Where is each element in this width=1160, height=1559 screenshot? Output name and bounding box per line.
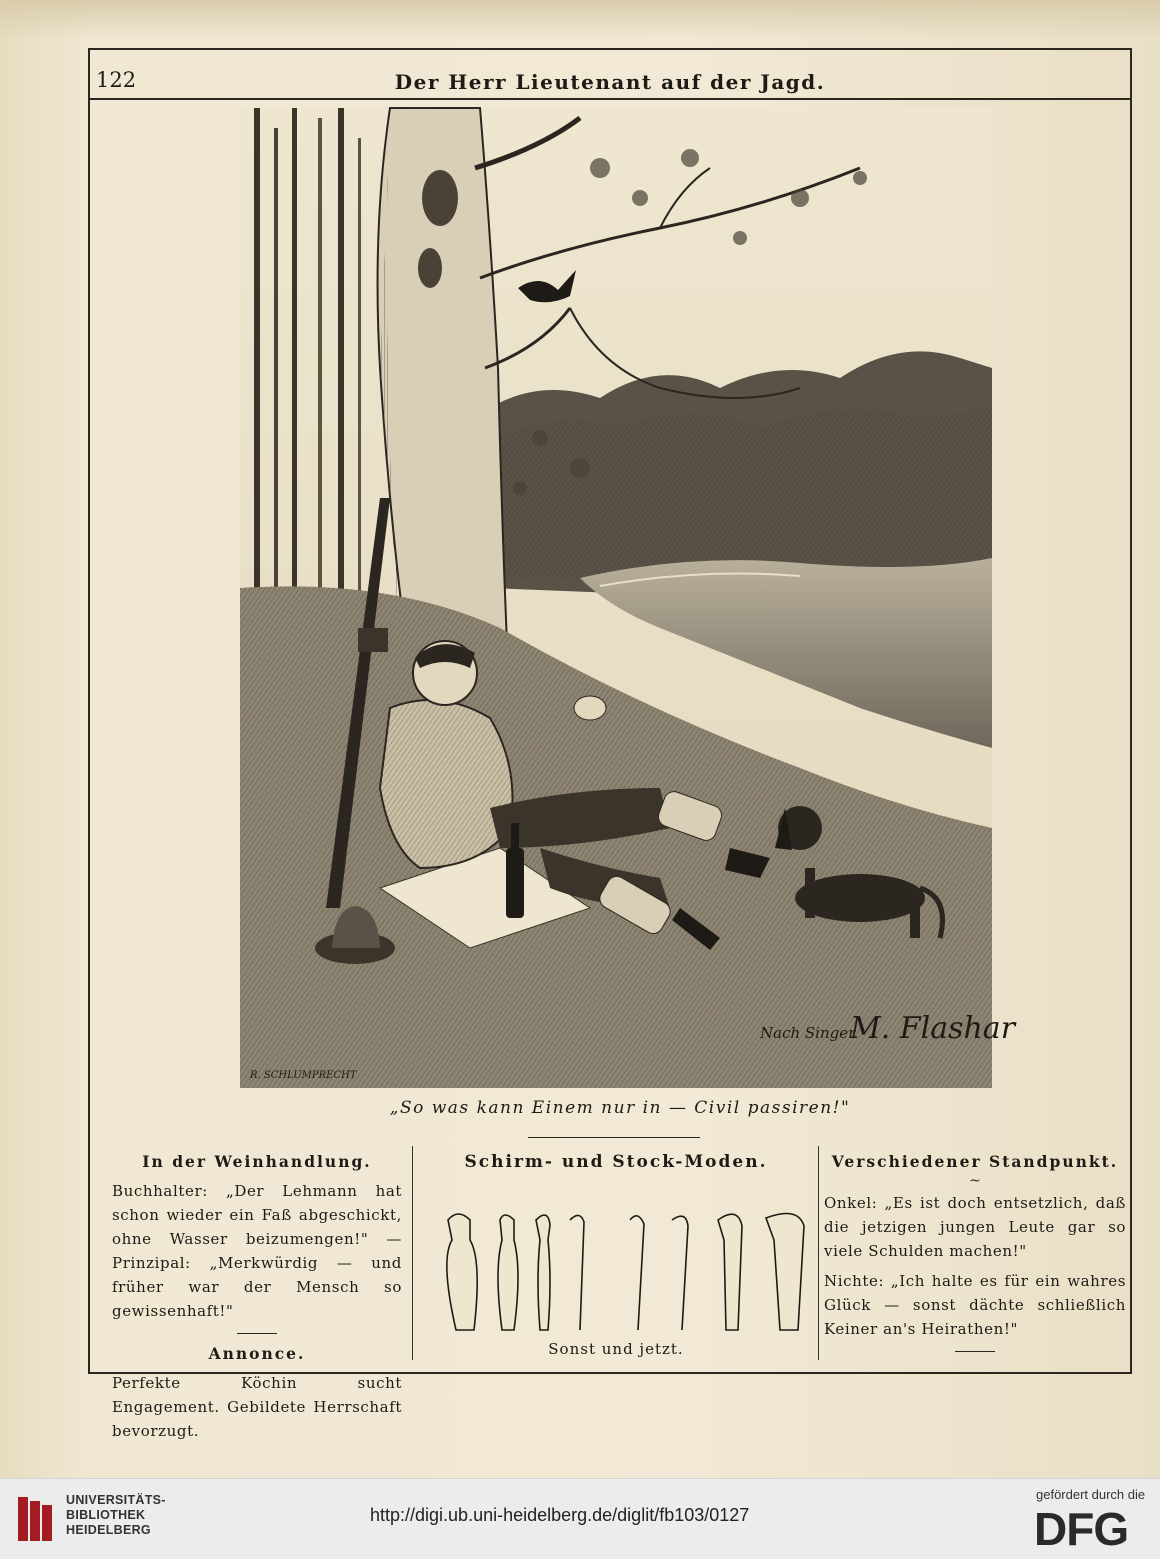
cane-3 xyxy=(672,1216,688,1330)
page-shadow xyxy=(0,0,1160,40)
university-name-line: HEIDELBERG xyxy=(66,1523,151,1537)
cane-5 xyxy=(766,1214,804,1331)
column-divider xyxy=(412,1146,413,1360)
after-note: Nach Singer xyxy=(760,1024,856,1042)
page-number: 122 xyxy=(96,68,137,92)
standpoint-heading: Verschiedener Standpunkt. xyxy=(831,1152,1119,1171)
engraver-credit: R. SCHLUMPRECHT xyxy=(250,1070,357,1081)
fashion-heading: Schirm- und Stock-Moden. xyxy=(464,1152,768,1172)
permalink-url[interactable]: http://digi.ub.uni-heidelberg.de/diglit/fb103/0127 xyxy=(370,1505,750,1525)
umbrella-1 xyxy=(447,1214,477,1330)
announcement-text: Perfekte Köchin sucht Engagement. Gebildete Herrschaft bevorzugt. xyxy=(112,1374,402,1440)
treeline-shading xyxy=(500,408,992,578)
right-column xyxy=(824,1148,1126,1362)
forest-scene xyxy=(240,108,1016,1088)
section-rule xyxy=(237,1333,277,1334)
funded-by-label: gefördert durch die xyxy=(1036,1487,1146,1502)
artist-signature: M. Flashar xyxy=(850,1011,1016,1046)
ornament-tilde: ~ xyxy=(969,1173,981,1189)
joke-heading: In der Weinhandlung. xyxy=(142,1152,372,1171)
university-name-line: BIBLIOTHEK xyxy=(66,1508,146,1522)
university-name xyxy=(66,1493,166,1538)
digitization-footer xyxy=(0,1478,1160,1559)
announcement-heading: Annonce. xyxy=(208,1344,306,1363)
trunk-knot xyxy=(422,170,458,226)
niece-text: Nichte: „Ich halte es für ein wahres Glück — sonst dächte schließlich Keiner an's Heirathen!" xyxy=(824,1272,1126,1338)
column-divider xyxy=(818,1146,819,1360)
university-logo-icon xyxy=(14,1491,60,1547)
trunk-knot xyxy=(418,248,442,288)
dfg-logo: DFG xyxy=(1034,1503,1129,1555)
figure-caption: Sonst und jetzt. xyxy=(548,1340,684,1358)
joke-text: Buchhalter: „Der Lehmann hat schon wieder ein Faß abgeschickt, ohne Wasser beizumengen!" — Prinzipal: „Merkwürdig — und früher war der Mensch so gewissenhaft!" xyxy=(112,1182,402,1320)
cane-1 xyxy=(570,1215,584,1330)
cane-4 xyxy=(718,1214,742,1330)
wine-bottle xyxy=(506,848,524,918)
left-column xyxy=(112,1148,402,1443)
caption-rule xyxy=(528,1137,700,1138)
uncle-text: Onkel: „Es ist doch entsetzlich, daß die jetzigen jungen Leute gar so viele Schulden machen!" xyxy=(824,1194,1126,1260)
umbrella-3 xyxy=(536,1215,550,1330)
engraving-illustration xyxy=(240,108,1016,1088)
umbrella-2 xyxy=(498,1215,518,1330)
cartridge-pouch xyxy=(358,628,388,652)
running-title: Der Herr Lieutenant auf der Jagd. xyxy=(394,70,826,94)
cane-2 xyxy=(630,1216,644,1330)
bottle-neck xyxy=(511,823,519,851)
section-rule xyxy=(955,1351,995,1352)
middle-column xyxy=(418,1148,814,1358)
umbrella-cane-figure xyxy=(418,1180,814,1330)
illustration-caption: „So was kann Einem nur in — Civil passiren!" xyxy=(389,1098,851,1118)
header-rule xyxy=(88,98,1132,100)
university-name-line: UNIVERSITÄTS- xyxy=(66,1493,166,1507)
